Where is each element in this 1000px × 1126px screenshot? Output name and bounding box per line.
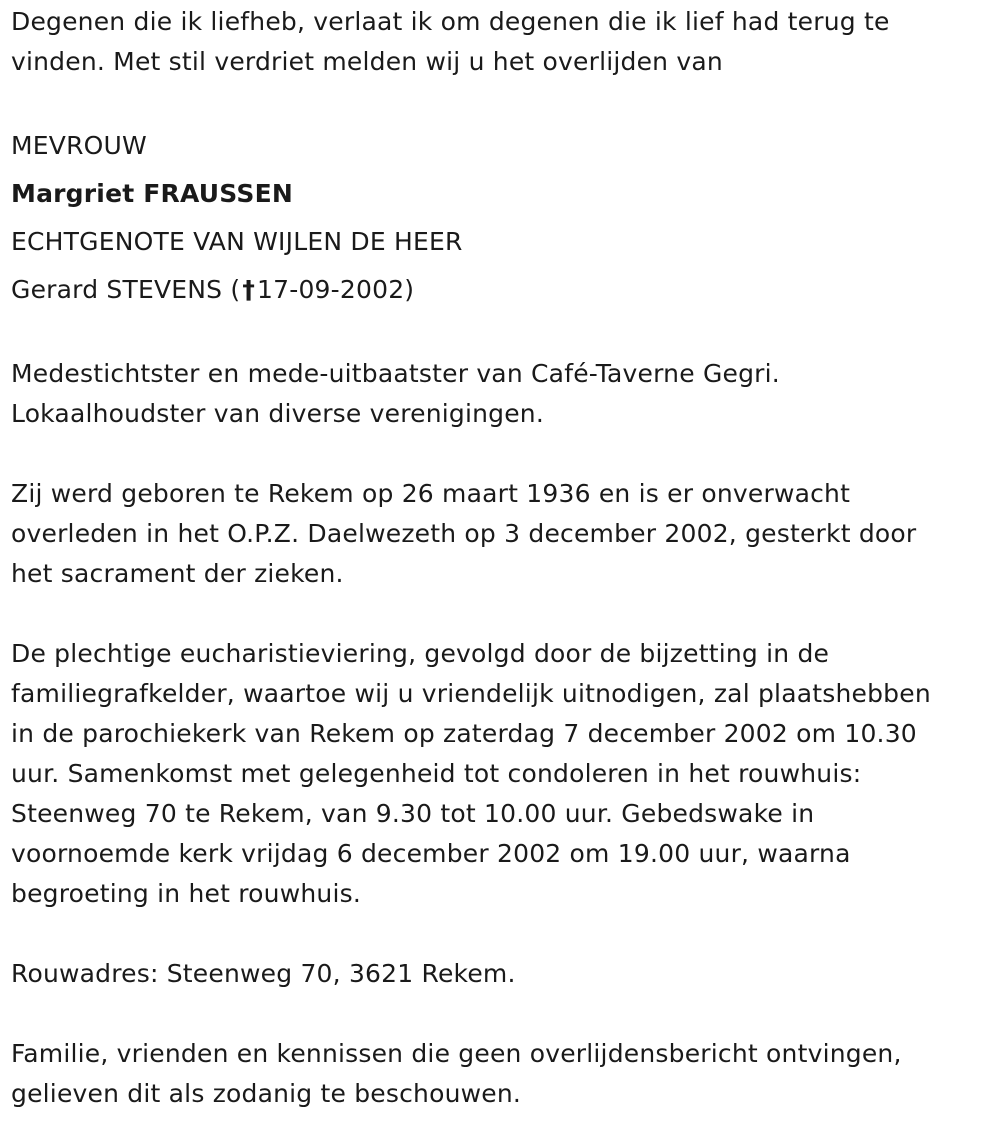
deceased-relation: ECHTGENOTE VAN WIJLEN DE HEER — [11, 227, 463, 256]
intro-line: Degenen die ik liefheb, verlaat ik om degenen die ik lief had terug te — [11, 7, 890, 36]
intro-paragraph — [11, 2, 986, 82]
ceremony-line: uur. Samenkomst met gelegenheid tot condoleren in het rouwhuis: — [11, 759, 862, 788]
birth-death-line: Zij werd geboren te Rekem op 26 maart 1936 en is er onverwacht — [11, 479, 851, 508]
ceremony-line: voornoemde kerk vrijdag 6 december 2002 om 19.00 uur, waarna — [11, 839, 851, 868]
bio-paragraph — [11, 354, 986, 434]
ceremony-line: De plechtige eucharistieviering, gevolgd door de bijzetting in de — [11, 639, 830, 668]
deceased-name: Margriet FRAUSSEN — [11, 179, 293, 208]
obituary-notice — [11, 2, 986, 1114]
spouse-name: Gerard STEVENS ( — [11, 275, 241, 304]
closing-line: Familie, vrienden en kennissen die geen overlijdensbericht ontvingen, — [11, 1039, 902, 1068]
spacer — [11, 594, 986, 634]
birth-death-paragraph — [11, 474, 986, 594]
ceremony-paragraph — [11, 634, 986, 914]
spacer — [11, 82, 986, 122]
spouse-death-date: 17-09-2002) — [257, 275, 415, 304]
ceremony-line: familiegrafkelder, waartoe wij u vriendelijk uitnodigen, zal plaatshebben — [11, 679, 931, 708]
ceremony-line: begroeting in het rouwhuis. — [11, 879, 361, 908]
spacer — [11, 994, 986, 1034]
deceased-title: MEVROUW — [11, 131, 147, 160]
ceremony-line: in de parochiekerk van Rekem op zaterdag 7 december 2002 om 10.30 — [11, 719, 917, 748]
spacer — [11, 914, 986, 954]
birth-death-line: het sacrament der zieken. — [11, 559, 344, 588]
spacer — [11, 434, 986, 474]
intro-line: vinden. Met stil verdriet melden wij u het overlijden van — [11, 47, 723, 76]
spouse-line — [11, 266, 986, 314]
ceremony-line: Steenweg 70 te Rekem, van 9.30 tot 10.00 uur. Gebedswake in — [11, 799, 815, 828]
closing-paragraph — [11, 1034, 986, 1114]
birth-death-line: overleden in het O.P.Z. Daelwezeth op 3 december 2002, gesterkt door — [11, 519, 917, 548]
spacer — [11, 314, 986, 354]
bio-line: Medestichtster en mede-uitbaatster van Café-Taverne Gegri. — [11, 359, 780, 388]
deceased-block — [11, 122, 986, 314]
bio-line: Lokaalhoudster van diverse verenigingen. — [11, 399, 544, 428]
mourning-address: Rouwadres: Steenweg 70, 3621 Rekem. — [11, 959, 516, 988]
cross-icon: † — [242, 275, 256, 304]
closing-line: gelieven dit als zodanig te beschouwen. — [11, 1079, 522, 1108]
